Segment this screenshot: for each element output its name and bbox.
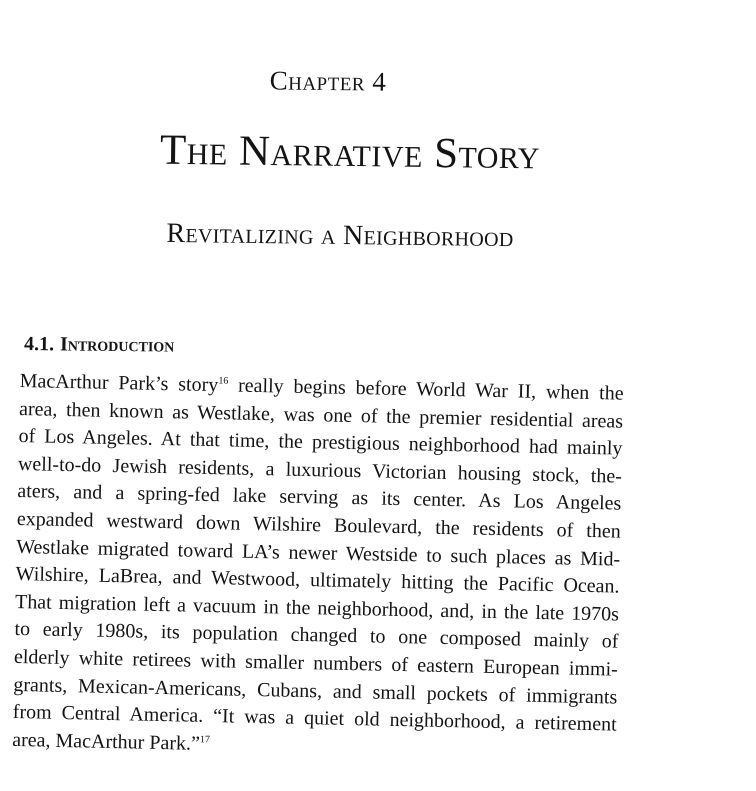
paragraph-line: from Central America. “It was a quiet old neighborhood, a retirement xyxy=(12,701,617,736)
paragraph-line: grants, Mexican-Americans, Cubans, and small pockets of immigrants xyxy=(13,673,618,709)
paragraph-line: elderly white retirees with smaller numbers of eastern European immi- xyxy=(13,645,619,681)
footnote-ref: 17 xyxy=(199,733,211,746)
footnote-ref: 16 xyxy=(218,375,229,387)
paragraph-line: MacArthur Park’s story$^{16}$ really begins before World War II, when the xyxy=(19,369,624,405)
paragraph-line: area, then known as Westlake, was one of the premier residential areas xyxy=(18,397,624,433)
chapter-title: The Narrative Story xyxy=(159,126,541,179)
section-number: 4.1. xyxy=(23,333,55,356)
paragraph-line: of Los Angeles. At that time, the prestigious neighborhood had mainly xyxy=(18,425,623,460)
paragraph-line: area, MacArthur Park.”$^{17}$ xyxy=(11,728,211,755)
paragraph-line: to early 1980s, its population changed to one composed mainly of xyxy=(14,618,619,653)
chapter-subtitle: Revitalizing a Neighborhood xyxy=(166,217,514,254)
body-paragraph xyxy=(12,368,624,767)
paragraph-line: That migration left a vacuum in the neighborhood, and, in the late 1970s xyxy=(14,590,620,626)
paragraph-line: aters, and a spring-fed lake serving as its center. As Los Angeles xyxy=(17,480,622,515)
paragraph-line: well-to-do Jewish residents, a luxurious Victorian housing stock, the- xyxy=(17,452,623,488)
section-title: Introduction xyxy=(59,333,175,357)
paragraph-line: Westlake migrated toward LA’s newer Westside to such places as Mid- xyxy=(16,535,621,571)
section-heading xyxy=(24,333,175,358)
paragraph-line: Wilshire, LaBrea, and Westwood, ultimately hitting the Pacific Ocean. xyxy=(15,563,620,598)
chapter-label: Chapter 4 xyxy=(269,65,387,97)
paragraph-line: expanded westward down Wilshire Boulevard, the residents of then xyxy=(16,507,621,543)
